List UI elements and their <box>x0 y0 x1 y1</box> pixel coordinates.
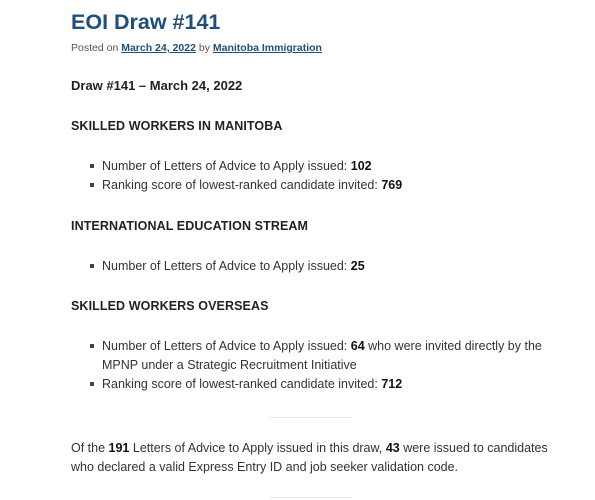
closing-paragraph: Of the 191 Letters of Advice to Apply issued in this draw, 43 were issued to candidates who declared a valid Express Entry ID and job seeker validation code. <box>71 441 548 474</box>
divider <box>270 497 352 498</box>
list-item <box>71 157 551 176</box>
section-title-international-education: INTERNATIONAL EDUCATION STREAM <box>71 219 309 233</box>
item-suffix: who were invited directly by the MPNP under a Strategic Recruitment Initiative <box>102 339 542 372</box>
item-text: Ranking score of lowest-ranked candidate invited: <box>102 377 378 391</box>
draw-heading: Draw #141 – March 24, 2022 <box>71 78 243 93</box>
item-value: 102 <box>350 159 372 173</box>
section-list-skilled-workers-overseas <box>71 337 551 394</box>
section-title-skilled-workers-manitoba: SKILLED WORKERS IN MANITOBA <box>71 119 283 133</box>
list-item <box>71 257 551 276</box>
express-entry-count: 43 <box>385 441 400 455</box>
section-title-skilled-workers-overseas: SKILLED WORKERS OVERSEAS <box>71 299 269 313</box>
post-title[interactable]: EOI Draw #141 <box>71 10 221 34</box>
list-item <box>71 176 551 195</box>
item-text: Number of Letters of Advice to Apply issued: <box>102 259 348 273</box>
item-text: Ranking score of lowest-ranked candidate invited: <box>102 178 378 192</box>
list-item <box>71 337 551 375</box>
bullet-icon <box>90 344 94 348</box>
bullet-icon <box>90 264 94 268</box>
post-meta <box>71 42 322 54</box>
post-date-link[interactable]: March 24, 2022 <box>121 42 196 54</box>
posted-on-label: Posted on <box>71 42 119 54</box>
author-link[interactable]: Manitoba Immigration <box>212 42 322 54</box>
by-label: by <box>198 42 210 54</box>
section-list-skilled-workers-manitoba <box>71 157 551 195</box>
item-value: 25 <box>350 259 365 273</box>
total-count: 191 <box>108 441 130 455</box>
bullet-icon <box>90 164 94 168</box>
section-list-international-education <box>71 257 551 276</box>
item-text: Number of Letters of Advice to Apply issued: <box>102 159 348 173</box>
list-item <box>71 375 551 394</box>
bullet-icon <box>90 382 94 386</box>
item-value: 769 <box>381 178 403 192</box>
item-value: 712 <box>381 377 403 391</box>
item-value: 64 <box>350 339 365 353</box>
bullet-icon <box>90 183 94 187</box>
item-text: Number of Letters of Advice to Apply issued: <box>102 339 348 353</box>
divider <box>270 417 352 418</box>
